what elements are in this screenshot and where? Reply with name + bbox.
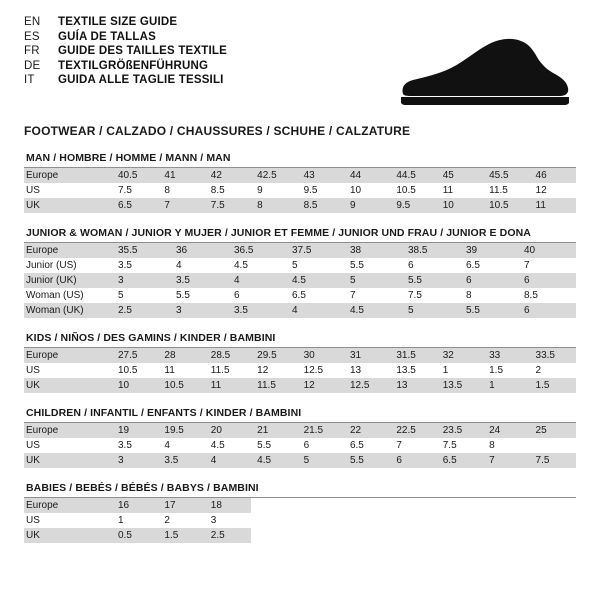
- size-cell: 29.5: [251, 348, 297, 363]
- row-label: Europe: [24, 423, 112, 438]
- size-cell: 3.5: [170, 273, 228, 288]
- size-cell: 5.5: [251, 438, 297, 453]
- size-cell: 1: [437, 363, 483, 378]
- size-cell: 11.5: [483, 183, 529, 198]
- size-cell: 44.5: [390, 168, 436, 183]
- language-code: ES: [24, 30, 40, 43]
- size-cell: 5.5: [170, 288, 228, 303]
- size-tables-container: [24, 152, 576, 543]
- size-cell: 30: [298, 348, 344, 363]
- size-cell: 5: [402, 303, 460, 318]
- size-cell: [344, 528, 390, 543]
- size-cell: 6: [298, 438, 344, 453]
- size-table: [24, 168, 576, 213]
- size-cell: 6: [390, 453, 436, 468]
- language-row: [24, 60, 227, 75]
- size-cell: 41: [158, 168, 204, 183]
- size-cell: 7: [518, 258, 576, 273]
- size-cell: 42: [205, 168, 251, 183]
- size-cell: 3.5: [112, 258, 170, 273]
- size-cell: 10: [437, 198, 483, 213]
- size-cell: 10: [344, 183, 390, 198]
- table-row: [24, 453, 576, 468]
- size-cell: 7.5: [112, 183, 158, 198]
- size-cell: 45.5: [483, 168, 529, 183]
- size-cell: 9: [251, 183, 297, 198]
- size-cell: 9.5: [390, 198, 436, 213]
- size-cell: 13.5: [437, 378, 483, 393]
- size-cell: 1: [112, 513, 158, 528]
- size-cell: 11.5: [251, 378, 297, 393]
- language-title: TEXTILGRÖßENFÜHRUNG: [58, 59, 209, 72]
- size-cell: 6.5: [286, 288, 344, 303]
- size-group: [24, 332, 576, 393]
- size-cell: 37.5: [286, 243, 344, 258]
- table-row: [24, 438, 576, 453]
- category-heading: FOOTWEAR / CALZADO / CHAUSSURES / SCHUHE / CALZATURE: [24, 124, 411, 138]
- size-cell: 12: [251, 363, 297, 378]
- size-cell: 33: [483, 348, 529, 363]
- size-cell: 11.5: [205, 363, 251, 378]
- size-cell: 8.5: [298, 198, 344, 213]
- size-cell: 7.5: [205, 198, 251, 213]
- size-cell: [483, 513, 529, 528]
- size-cell: 6: [518, 303, 576, 318]
- table-row: [24, 423, 576, 438]
- size-cell: 3: [112, 273, 170, 288]
- size-cell: 35.5: [112, 243, 170, 258]
- size-cell: 7.5: [402, 288, 460, 303]
- size-cell: [530, 498, 576, 513]
- language-code: DE: [24, 59, 41, 72]
- size-cell: 19.5: [158, 423, 204, 438]
- size-group-title: CHILDREN / INFANTIL / ENFANTS / KINDER / BAMBINI: [24, 407, 576, 423]
- size-cell: 5: [344, 273, 402, 288]
- size-cell: 1.5: [483, 363, 529, 378]
- size-cell: 8.5: [205, 183, 251, 198]
- size-cell: 9.5: [298, 183, 344, 198]
- size-cell: 3: [112, 453, 158, 468]
- table-row: [24, 363, 576, 378]
- size-cell: 11: [205, 378, 251, 393]
- size-cell: 6: [228, 288, 286, 303]
- size-cell: 42.5: [251, 168, 297, 183]
- language-row: [24, 16, 227, 31]
- size-table: [24, 498, 576, 543]
- size-table: [24, 423, 576, 468]
- size-cell: [298, 513, 344, 528]
- size-group: [24, 482, 576, 543]
- language-title: GUIDE DES TAILLES TEXTILE: [58, 45, 227, 57]
- row-label: US: [24, 363, 112, 378]
- table-row: [24, 168, 576, 183]
- size-cell: 31: [344, 348, 390, 363]
- table-row: [24, 378, 576, 393]
- size-cell: 6.5: [437, 453, 483, 468]
- table-row: [24, 243, 576, 258]
- size-cell: 8: [158, 183, 204, 198]
- size-cell: [437, 498, 483, 513]
- language-row: [24, 31, 227, 46]
- size-group: [24, 227, 576, 318]
- language-row: [24, 45, 227, 60]
- size-cell: 7: [158, 198, 204, 213]
- size-cell: 2.5: [112, 303, 170, 318]
- row-label: Europe: [24, 168, 112, 183]
- table-row: [24, 258, 576, 273]
- size-cell: 3: [205, 513, 251, 528]
- size-cell: 9: [344, 198, 390, 213]
- size-cell: 20: [205, 423, 251, 438]
- size-cell: 12.5: [344, 378, 390, 393]
- size-cell: 3.5: [158, 453, 204, 468]
- size-cell: 2: [530, 363, 576, 378]
- size-cell: 6.5: [112, 198, 158, 213]
- size-cell: 5.5: [402, 273, 460, 288]
- row-label: Europe: [24, 243, 112, 258]
- size-cell: 4: [286, 303, 344, 318]
- size-cell: 6.5: [460, 258, 518, 273]
- size-cell: 28: [158, 348, 204, 363]
- size-cell: 8: [483, 438, 529, 453]
- size-cell: 36: [170, 243, 228, 258]
- size-group-title: JUNIOR & WOMAN / JUNIOR Y MUJER / JUNIOR ET FEMME / JUNIOR UND FRAU / JUNIOR E DONA: [24, 227, 576, 243]
- language-title: GUÍA DE TALLAS: [58, 30, 156, 43]
- size-cell: 13: [344, 363, 390, 378]
- size-cell: 25: [530, 423, 576, 438]
- table-row: [24, 198, 576, 213]
- size-cell: 2: [158, 513, 204, 528]
- size-cell: 16: [112, 498, 158, 513]
- size-cell: 17: [158, 498, 204, 513]
- row-label: UK: [24, 198, 112, 213]
- size-cell: 2.5: [205, 528, 251, 543]
- size-cell: 5: [286, 258, 344, 273]
- size-cell: 4.5: [205, 438, 251, 453]
- size-cell: 1.5: [530, 378, 576, 393]
- row-label: US: [24, 513, 112, 528]
- size-cell: [390, 498, 436, 513]
- size-cell: 39: [460, 243, 518, 258]
- size-table: [24, 243, 576, 318]
- language-title: TEXTILE SIZE GUIDE: [58, 16, 178, 28]
- dress-shoe-icon: [395, 34, 570, 106]
- size-cell: [298, 498, 344, 513]
- size-cell: 4: [158, 438, 204, 453]
- row-label: UK: [24, 528, 112, 543]
- size-cell: 21.5: [298, 423, 344, 438]
- size-cell: 5: [298, 453, 344, 468]
- size-cell: 33.5: [530, 348, 576, 363]
- size-cell: [483, 528, 529, 543]
- language-title: GUIDA ALLE TAGLIE TESSILI: [58, 74, 224, 86]
- row-label: UK: [24, 453, 112, 468]
- size-cell: 3.5: [112, 438, 158, 453]
- size-cell: 10.5: [112, 363, 158, 378]
- size-cell: 5.5: [344, 258, 402, 273]
- row-label: Junior (UK): [24, 273, 112, 288]
- language-code: IT: [24, 74, 35, 86]
- row-label: US: [24, 438, 112, 453]
- size-cell: 3.5: [228, 303, 286, 318]
- size-cell: 22.5: [390, 423, 436, 438]
- size-cell: 36.5: [228, 243, 286, 258]
- size-cell: 45: [437, 168, 483, 183]
- size-cell: [390, 528, 436, 543]
- size-cell: 10.5: [390, 183, 436, 198]
- row-label: US: [24, 183, 112, 198]
- size-cell: 6: [518, 273, 576, 288]
- size-cell: 38: [344, 243, 402, 258]
- row-label: Europe: [24, 348, 112, 363]
- row-label: Junior (US): [24, 258, 112, 273]
- language-code: FR: [24, 45, 40, 57]
- language-row: [24, 74, 227, 89]
- size-cell: [483, 498, 529, 513]
- language-code: EN: [24, 16, 41, 28]
- size-cell: [530, 513, 576, 528]
- size-cell: 8: [460, 288, 518, 303]
- table-row: [24, 183, 576, 198]
- size-group: [24, 152, 576, 213]
- size-cell: 43: [298, 168, 344, 183]
- size-cell: 32: [437, 348, 483, 363]
- size-cell: 8.5: [518, 288, 576, 303]
- size-cell: 7.5: [530, 453, 576, 468]
- size-cell: 12.5: [298, 363, 344, 378]
- table-row: [24, 348, 576, 363]
- table-row: [24, 303, 576, 318]
- table-row: [24, 513, 576, 528]
- size-cell: 23.5: [437, 423, 483, 438]
- table-row: [24, 288, 576, 303]
- size-cell: 10.5: [483, 198, 529, 213]
- table-row: [24, 273, 576, 288]
- size-cell: 13: [390, 378, 436, 393]
- size-cell: [390, 513, 436, 528]
- size-cell: 11: [437, 183, 483, 198]
- table-row: [24, 498, 576, 513]
- size-cell: 21: [251, 423, 297, 438]
- size-cell: 4.5: [228, 258, 286, 273]
- size-cell: [437, 528, 483, 543]
- size-cell: 12: [298, 378, 344, 393]
- size-cell: 19: [112, 423, 158, 438]
- size-cell: 38.5: [402, 243, 460, 258]
- size-cell: 5.5: [460, 303, 518, 318]
- size-cell: 0.5: [112, 528, 158, 543]
- size-cell: 6: [402, 258, 460, 273]
- size-cell: 18: [205, 498, 251, 513]
- size-cell: 22: [344, 423, 390, 438]
- size-cell: 4: [228, 273, 286, 288]
- row-label: Europe: [24, 498, 112, 513]
- size-cell: [298, 528, 344, 543]
- size-cell: 4: [170, 258, 228, 273]
- size-cell: 7: [390, 438, 436, 453]
- size-cell: 46: [530, 168, 576, 183]
- row-label: UK: [24, 378, 112, 393]
- size-cell: 10: [112, 378, 158, 393]
- size-group-title: KIDS / NIÑOS / DES GAMINS / KINDER / BAMBINI: [24, 332, 576, 348]
- language-title-list: [24, 16, 227, 89]
- size-cell: 5: [112, 288, 170, 303]
- size-cell: 8: [251, 198, 297, 213]
- size-cell: 5.5: [344, 453, 390, 468]
- size-cell: [251, 498, 297, 513]
- size-cell: 28.5: [205, 348, 251, 363]
- size-cell: 10.5: [158, 378, 204, 393]
- size-cell: 4.5: [286, 273, 344, 288]
- size-cell: [344, 513, 390, 528]
- size-cell: 4.5: [251, 453, 297, 468]
- size-cell: 6.5: [344, 438, 390, 453]
- size-cell: 1.5: [158, 528, 204, 543]
- size-cell: 3: [170, 303, 228, 318]
- size-cell: 13.5: [390, 363, 436, 378]
- size-group: [24, 407, 576, 468]
- size-cell: 7: [483, 453, 529, 468]
- size-cell: 4: [205, 453, 251, 468]
- size-cell: 27.5: [112, 348, 158, 363]
- size-cell: 11: [530, 198, 576, 213]
- table-row: [24, 528, 576, 543]
- size-cell: [251, 513, 297, 528]
- size-cell: 31.5: [390, 348, 436, 363]
- size-cell: 11: [158, 363, 204, 378]
- size-cell: [437, 513, 483, 528]
- size-cell: [530, 528, 576, 543]
- size-cell: [251, 528, 297, 543]
- size-cell: 12: [530, 183, 576, 198]
- size-cell: 1: [483, 378, 529, 393]
- size-cell: 7.5: [437, 438, 483, 453]
- size-cell: 6: [460, 273, 518, 288]
- size-group-title: BABIES / BEBÉS / BÉBÉS / BABYS / BAMBINI: [24, 482, 576, 498]
- size-cell: 44: [344, 168, 390, 183]
- size-cell: 4.5: [344, 303, 402, 318]
- size-cell: 7: [344, 288, 402, 303]
- size-cell: 40.5: [112, 168, 158, 183]
- size-cell: 40: [518, 243, 576, 258]
- size-table: [24, 348, 576, 393]
- size-cell: [530, 438, 576, 453]
- row-label: Woman (UK): [24, 303, 112, 318]
- size-cell: [344, 498, 390, 513]
- size-group-title: MAN / HOMBRE / HOMME / MANN / MAN: [24, 152, 576, 168]
- row-label: Woman (US): [24, 288, 112, 303]
- document-header: [24, 16, 576, 108]
- size-cell: 24: [483, 423, 529, 438]
